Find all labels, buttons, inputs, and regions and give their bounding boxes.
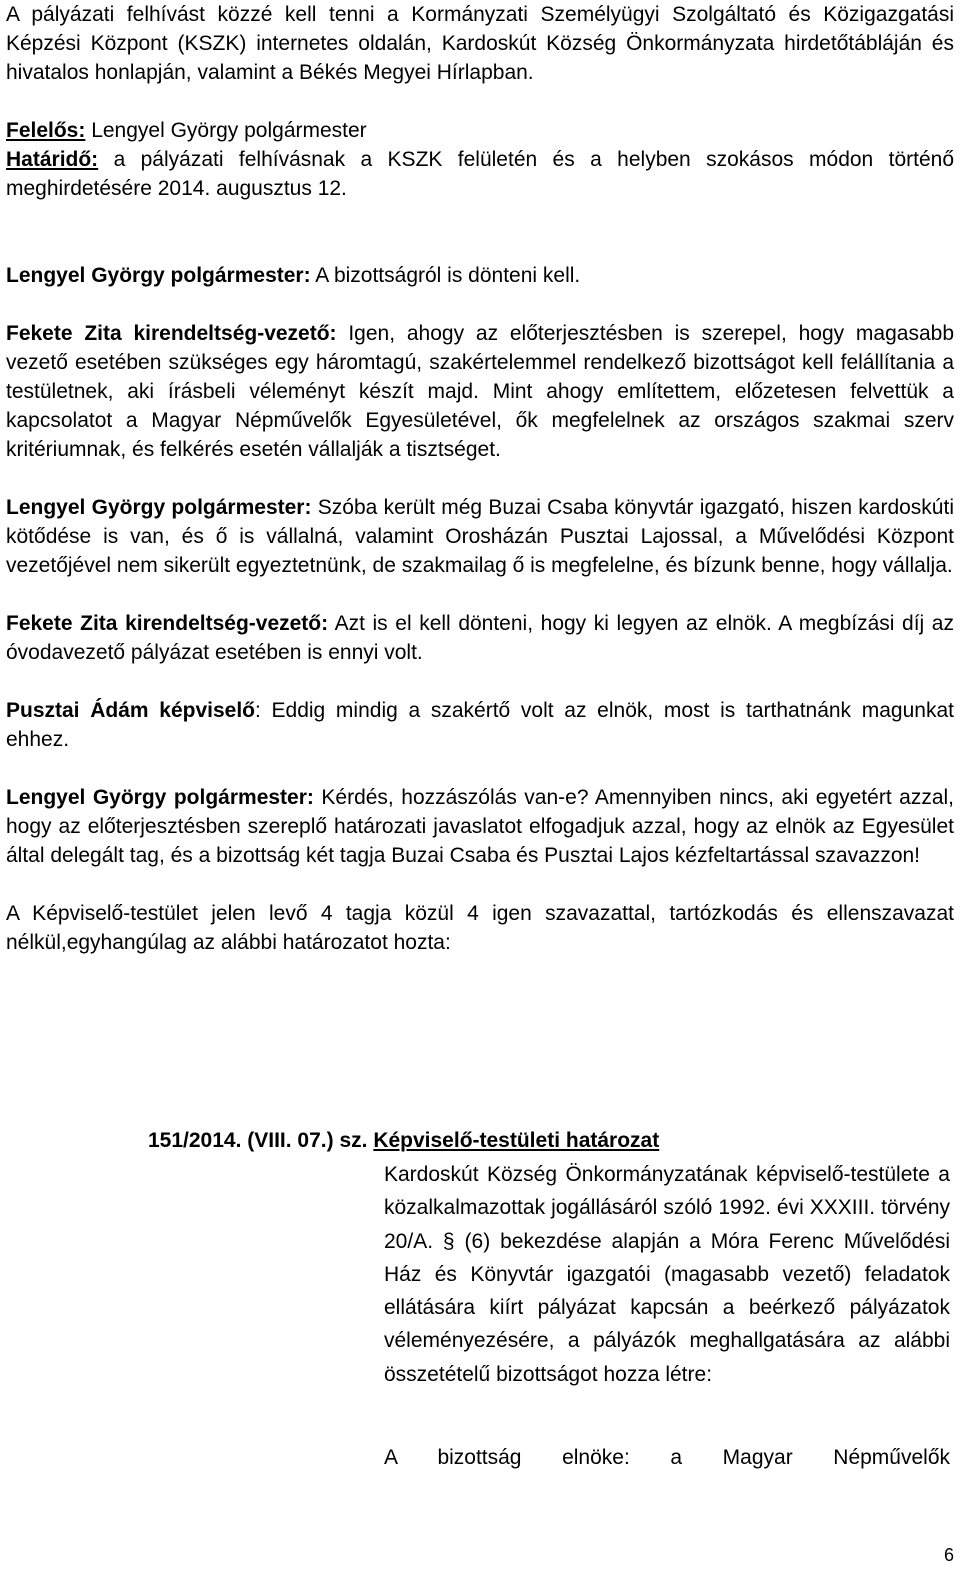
- resolution-body: [384, 1158, 950, 1474]
- speech-paragraph-6: [6, 783, 954, 870]
- speech-paragraph-1: [6, 261, 954, 290]
- document-page: [6, 0, 954, 957]
- speech-paragraph-2: [6, 319, 954, 464]
- vote-paragraph: A Képviselő-testület jelen levő 4 tagja közül 4 igen szavazattal, tartózkodás és ellenszavazat nélkül,egyhangúlag az alábbi határozatot hozta:: [6, 902, 954, 954]
- speech-paragraph-4: [6, 609, 954, 667]
- speaker-6: Lengyel György polgármester:: [6, 786, 314, 809]
- hatarido-label: Határidő:: [6, 148, 99, 171]
- speech-text-1: A bizottságról is dönteni kell.: [310, 264, 581, 287]
- resolution-block: [148, 1124, 954, 1474]
- page-number: 6: [943, 1545, 954, 1565]
- felelos-line: [6, 116, 954, 145]
- resolution-title: Képviselő-testületi határozat: [373, 1129, 660, 1152]
- hatarido-line: [6, 145, 954, 203]
- speaker-5: Pusztai Ádám képviselő: [6, 699, 255, 722]
- resolution-heading: [148, 1124, 954, 1157]
- felelos-text: Lengyel György polgármester: [85, 119, 367, 142]
- felelos-label: Felelős:: [6, 119, 86, 142]
- hatarido-text: a pályázati felhívásnak a KSZK felületén és a helyben szokásos módon történő meghirdetésére 2014. augusztus 12.: [6, 148, 954, 200]
- speech-text-3: Szóba került még Buzai Csaba könyvtár igazgató, hiszen kardoskúti kötődése is van, és ő is vállalná, valamint Orosházán Pusztai Lajossal, a Művelődési Központ vezetőjével nem sikerült egyeztetnünk, de szakmailag ő is megfelelne, és bízunk benne, hogy vállalja.: [6, 496, 954, 577]
- speech-text-2: Igen, ahogy az előterjesztésben is szerepel, hogy magasabb vezető esetében szükséges egy háromtagú, szakértelemmel rendelkező bizottságot kell felállítania a testületnek, aki írásbeli véleményt készít majd. Mint ahogy említettem, előzetesen felvettük a kapcsolatot a Magyar Népművelők Egyesületével, ők megfelelnek az országos szakmai szerv kritériumnak, és felkérés esetén vállalják a tisztséget.: [6, 322, 954, 461]
- speech-text-6: Kérdés, hozzászólás van-e? Amennyiben nincs, aki egyetért azzal, hogy az előterjesztésben szereplő határozati javaslatot elfogadjuk azzal, hogy az elnök az Egyesület által delegált tag, és a bizottság két tagja Buzai Csaba és Pusztai Lajos kézfeltartással szavazzon!: [6, 786, 954, 867]
- resolution-text: Kardoskút Község Önkormányzatának képviselő-testülete a közalkalmazottak jogállásáról szóló 1992. évi XXXIII. törvény 20/A. § (6) bekezdése alapján a Móra Ferenc Művelődési Ház és Könyvtár igazgatói (magasabb vezető) feladatok ellátására kiírt pályázat kapcsán a beérkező pályázatok véleményezésére, a pályázók meghallgatására az alábbi összetételű bizottságot hozza létre:: [384, 1163, 950, 1386]
- speech-paragraph-3: [6, 493, 954, 580]
- speech-text-5: : Eddig mindig a szakértő volt az elnök, most is tarthatnánk magunkat ehhez.: [6, 699, 954, 751]
- resolution-chair: A bizottság elnöke: a Magyar Népművelők: [384, 1446, 950, 1470]
- speech-paragraph-5: [6, 696, 954, 754]
- resolution-number: 151/2014. (VIII. 07.) sz.: [148, 1129, 368, 1152]
- intro-paragraph: A pályázati felhívást közzé kell tenni a Kormányzati Személyügyi Szolgáltató és Közigazgatási Képzési Központ (KSZK) internetes oldalán, Kardoskút Község Önkormányzata hirdetőtábláján és hivatalos honlapján, valamint a Békés Megyei Hírlapban.: [6, 3, 954, 84]
- speech-text-4: Azt is el kell dönteni, hogy ki legyen az elnök. A megbízási díj az óvodavezető pályázat esetében is ennyi volt.: [6, 612, 954, 664]
- speaker-3: Lengyel György polgármester:: [6, 496, 312, 519]
- speaker-4: Fekete Zita kirendeltség-vezető:: [6, 612, 329, 635]
- speaker-1: Lengyel György polgármester:: [6, 264, 311, 287]
- speaker-2: Fekete Zita kirendeltség-vezető:: [6, 322, 337, 345]
